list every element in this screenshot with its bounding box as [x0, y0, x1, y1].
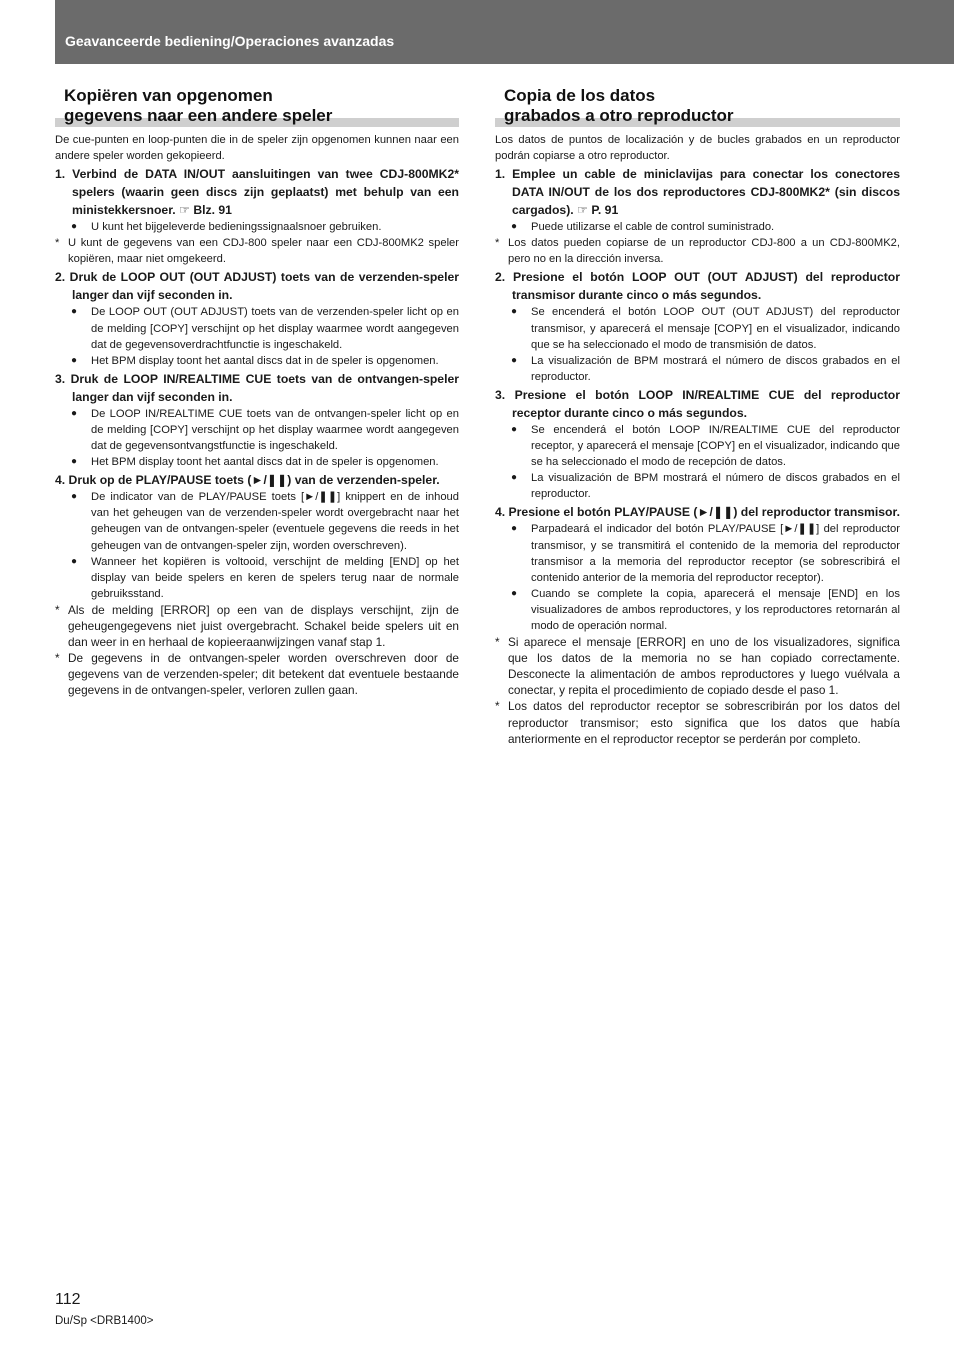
bullet-item: ● Se encenderá el botón LOOP IN/REALTIME CUE del reproductor receptor, y aparecerá el mensaje [COPY] en el visualizador, indicando que se ha seleccionado el modo de recepción de datos.	[495, 422, 900, 470]
section-title-dutch	[55, 86, 459, 127]
footnote: * Si aparece el mensaje [ERROR] en uno de los visualizadores, significa que los datos de la memoria no se han copiado correctamente. Desconecte la alimentación de ambos reproductores y luego vuélvala a conectar, y repita el procedimiento de copiado desde el paso 1.	[495, 634, 900, 698]
bullet-item: ● La visualización de BPM mostrará el número de discos grabados en el reproductor.	[495, 470, 900, 502]
step-1: 1. Verbind de DATA IN/OUT aansluitingen van twee CDJ-800MK2* spelers (waarin geen discs zijn geplaatst) met behulp van een ministekkersnoer. ☞ Blz. 91	[55, 167, 459, 218]
header-title: Geavanceerde bediening/Operaciones avanzadas	[65, 33, 395, 49]
page-number: 112	[55, 1291, 81, 1308]
step-4: 4. Presione el botón PLAY/PAUSE (►/❚❚) del reproductor transmisor.	[495, 505, 900, 520]
bullet-item: ● U kunt het bijgeleverde bedieningssignaalsnoer gebruiken.	[55, 219, 459, 235]
bullet-item: ● Parpadeará el indicador del botón PLAY/PAUSE [►/❚❚] del reproductor transmisor, y se transmitirá el contenido de la memoria del reproductor transmisor a la memoria del reproductor receptor (se sobrescribirá el contenido anterior de la memoria del reproductor receptor).	[495, 521, 900, 585]
bullet-item: ● Het BPM display toont het aantal discs dat in de speler is opgenomen.	[55, 353, 459, 369]
footnote: * Los datos pueden copiarse de un reproductor CDJ-800 a un CDJ-800MK2, pero no en la dirección inversa.	[495, 235, 900, 267]
bullet-item: ● De LOOP IN/REALTIME CUE toets van de ontvangen-speler licht op en de melding [COPY] verschijnt op het display waarmee wordt aangegeven dat de gegevensontvangstfunctie is ingeschakeld.	[55, 406, 459, 454]
document-code: Du/Sp <DRB1400>	[55, 1315, 154, 1327]
column-dutch	[55, 86, 459, 698]
step-2: 2. Druk de LOOP OUT (OUT ADJUST) toets van de verzenden-speler langer dan vijf seconden in.	[55, 270, 459, 303]
step-4: 4. Druk op de PLAY/PAUSE toets (►/❚❚) van de verzenden-speler.	[55, 473, 440, 488]
footnote: * Als de melding [ERROR] op een van de displays verschijnt, zijn de geheugengegevens niet juist overgebracht. Schakel beide spelers uit en dan weer in en herhaal de kopieeraanwijzingen vanaf stap 1.	[55, 602, 459, 650]
bullet-item: ● La visualización de BPM mostrará el número de discos grabados en el reproductor.	[495, 353, 900, 385]
step-1: 1. Emplee un cable de miniclavijas para conectar los conectores DATA IN/OUT de los dos reproductores CDJ-800MK2* (sin discos cargados). ☞ P. 91	[495, 167, 900, 218]
bullet-item: ● Wanneer het kopiëren is voltooid, verschijnt de melding [END] op het display van beide spelers en keren de spelers terug naar de normale gebruiksstand.	[55, 554, 459, 602]
intro-paragraph: De cue-punten en loop-punten die in de speler zijn opgenomen kunnen naar een andere speler worden gekopieerd.	[55, 134, 459, 163]
footnote: * De gegevens in de ontvangen-speler worden overschreven door de gegevens van de verzenden-speler; dit betekent dat eventuele bestaande gegevens in de ontvangen-speler, verloren zullen gaan.	[55, 650, 459, 698]
bullet-item: ● De LOOP OUT (OUT ADJUST) toets van de verzenden-speler licht op en de melding [COPY] verschijnt op het display waarmee wordt aangegeven dat de gegevensoverdrachtfunctie is ingeschakeld.	[55, 304, 459, 352]
header-bar	[55, 0, 954, 64]
bullet-item: ● Se encenderá el botón LOOP OUT (OUT ADJUST) del reproductor transmisor, y aparecerá el mensaje [COPY] en el visualizador, indicando que se ha seleccionado el modo de transmisión de datos.	[495, 304, 900, 352]
bullet-item: ● Het BPM display toont het aantal discs dat in de speler is opgenomen.	[55, 454, 459, 470]
footnote: * Los datos del reproductor receptor se sobrescribirán por los datos del reproductor transmisor; esto significa que los datos que había anteriormente en el reproductor receptor se perderán por completo.	[495, 698, 900, 746]
section-title-text: Copia de los datos grabados a otro reproductor	[504, 86, 734, 125]
section-title-spanish	[495, 86, 900, 127]
step-3: 3. Presione el botón LOOP IN/REALTIME CUE del reproductor receptor durante cinco o más segundos.	[495, 387, 900, 420]
bullet-item: ● Cuando se complete la copia, aparecerá el mensaje [END] en los visualizadores de ambos reproductores, y los reproductores retornarán al modo de operación normal.	[495, 586, 900, 634]
intro-paragraph: Los datos de puntos de localización y de bucles grabados en un reproductor podrán copiarse a otro reproductor.	[495, 134, 900, 163]
step-2: 2. Presione el botón LOOP OUT (OUT ADJUST) del reproductor transmisor durante cinco o más segundos.	[495, 270, 900, 303]
step-3: 3. Druk de LOOP IN/REALTIME CUE toets van de ontvangen-speler langer dan vijf seconden in.	[55, 371, 459, 404]
section-title-text: Kopiëren van opgenomen gegevens naar een andere speler	[64, 86, 333, 125]
bullet-item: ● Puede utilizarse el cable de control suministrado.	[495, 219, 900, 235]
column-spanish	[495, 86, 900, 747]
footnote: * U kunt de gegevens van een CDJ-800 speler naar een CDJ-800MK2 speler kopiëren, maar niet omgekeerd.	[55, 235, 459, 267]
bullet-item: ● De indicator van de PLAY/PAUSE toets [►/❚❚] knippert en de inhoud van het geheugen van de verzenden-speler wordt overgebracht naar het geheugen van de ontvangen-speler (eventuele gegevens die reeds in het geheugen van de ontvangen-speler zijn, worden overschreven).	[55, 489, 459, 553]
